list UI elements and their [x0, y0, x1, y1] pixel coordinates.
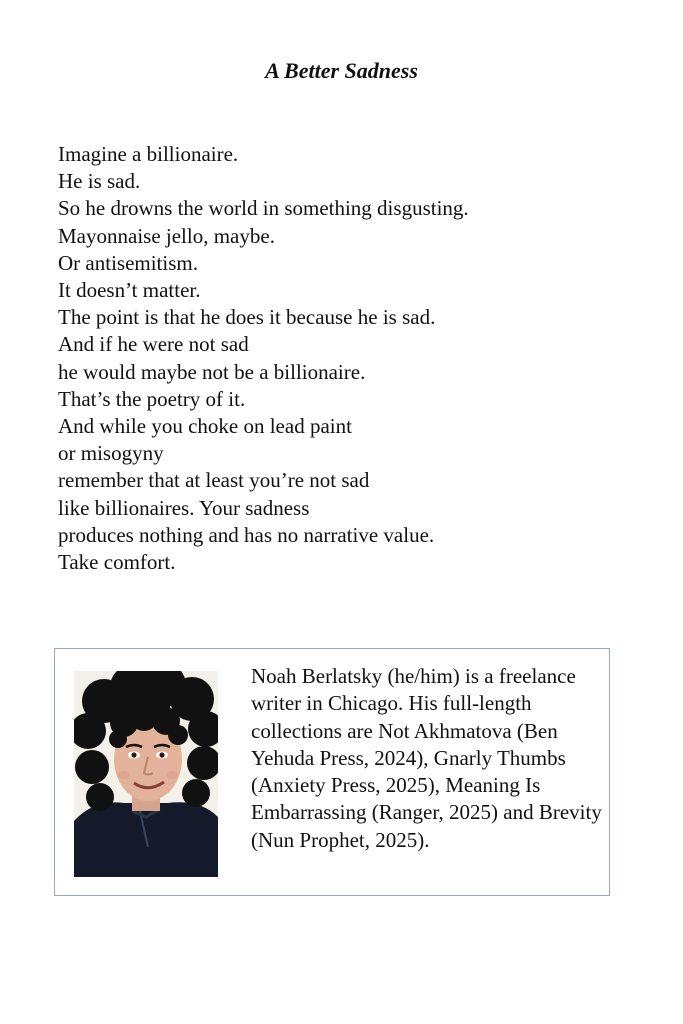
author-portrait-icon: [74, 671, 218, 877]
poem-line: produces nothing and has no narrative value.: [58, 522, 435, 547]
author-photo: [74, 671, 218, 877]
poem-line: That’s the poetry of it.: [58, 386, 246, 411]
poem-line: The point is that he does it because he is sad.: [58, 305, 436, 330]
poem-line: he would maybe not be a billionaire.: [58, 359, 366, 384]
author-bio-text: Noah Berlatsky (he/him) is a freelance writer in Chicago. His full-length collections are Not Akhmatova (Ben Yehuda Press, 2024), Gnarly Thumbs (Anxiety Press, 2025), Meaning Is Embarrassing (Ranger, 2025) and Brevity (Nun Prophet, 2025).: [251, 664, 602, 852]
poem-line: or misogyny: [58, 441, 164, 466]
poem-line: Or antisemitism.: [58, 250, 198, 275]
poem-line: remember that at least you’re not sad: [58, 468, 370, 493]
poem-line: It doesn’t matter.: [58, 278, 201, 303]
poem-title: A Better Sadness: [265, 58, 418, 83]
poem-line: Mayonnaise jello, maybe.: [58, 223, 275, 248]
poem-line: And while you choke on lead paint: [58, 414, 352, 439]
poem-body: [58, 141, 658, 576]
poem-line: So he drowns the world in something disgusting.: [58, 196, 469, 221]
poem-line: He is sad.: [58, 169, 141, 194]
poem-line: And if he were not sad: [58, 332, 249, 357]
poem-line: like billionaires. Your sadness: [58, 495, 310, 520]
poem-line: Take comfort.: [58, 550, 176, 575]
poem-line: Imagine a billionaire.: [58, 142, 239, 166]
author-bio-box: [54, 648, 610, 896]
